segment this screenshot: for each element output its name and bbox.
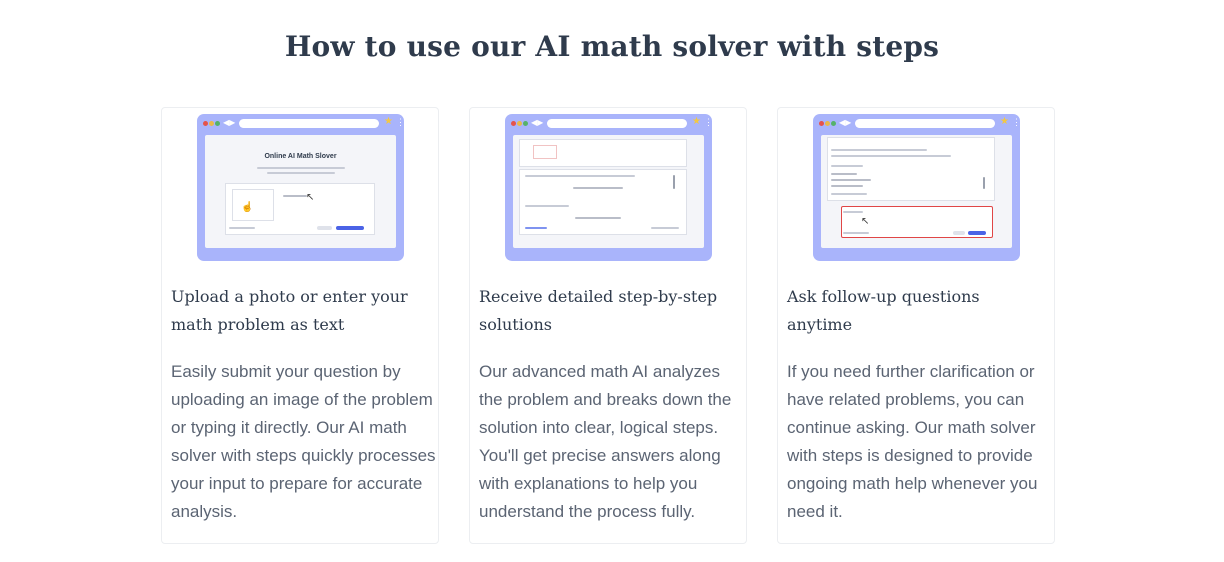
address-bar <box>239 119 379 128</box>
screenshot-text-line <box>843 232 869 234</box>
screenshot-text-line <box>257 167 345 169</box>
screenshot-text-line <box>831 165 863 167</box>
step-card-upload <box>161 107 439 544</box>
browser-toolbar <box>813 114 1020 132</box>
screenshot-clear-button <box>317 226 332 230</box>
back-forward-icon: ◀▶ <box>531 118 544 127</box>
browser-dots-icon <box>517 121 522 126</box>
screenshot-text-line <box>283 195 307 197</box>
screenshot-text-line <box>831 193 867 195</box>
kebab-menu-icon: ⋮ <box>396 117 405 127</box>
back-forward-icon: ◀▶ <box>839 118 852 127</box>
browser-dots-icon <box>511 121 516 126</box>
step-heading: Receive detailed step-by-step solutions <box>479 287 718 334</box>
star-icon: ★ <box>1000 116 1009 127</box>
pointer-cursor-icon: ☝ <box>241 202 254 213</box>
step-description: If you need further clarification or have related problems, you can continue asking. Our math solver with steps is designed to provide ongoing math help whenever you need it. <box>787 362 1038 521</box>
address-bar <box>547 119 687 128</box>
step-heading: Ask follow-up questions anytime <box>787 287 980 334</box>
step-card-followup <box>777 107 1055 544</box>
screenshot-title: Online AI Math Slover <box>264 153 337 160</box>
step-description: Easily submit your question by uploading an image of the problem or typing it directly. Our AI math solver with steps quickly processes your input to prepare for accurate analysis. <box>171 362 436 521</box>
steps-cards <box>161 107 1055 544</box>
screenshot-page <box>205 135 396 248</box>
address-bar <box>855 119 995 128</box>
section-title: How to use our AI math solver with steps <box>284 30 940 63</box>
step-heading: Upload a photo or enter your math problem as text <box>171 287 408 334</box>
screenshot-text-line <box>651 227 679 229</box>
screenshot-answer-box <box>827 137 995 201</box>
browser-toolbar <box>505 114 712 132</box>
screenshot-scrollbar <box>673 175 675 189</box>
screenshot-page <box>513 135 704 248</box>
browser-screenshot-solutions <box>505 114 712 261</box>
browser-dots-icon <box>215 121 220 126</box>
screenshot-submit-button <box>336 226 364 230</box>
browser-screenshot-upload <box>197 114 404 261</box>
browser-dots-icon <box>523 121 528 126</box>
pointer-cursor-icon: ↖ <box>861 216 870 227</box>
browser-dots-icon <box>819 121 824 126</box>
browser-dots-icon <box>209 121 214 126</box>
step-card-solutions <box>469 107 747 544</box>
step-description: Our advanced math AI analyzes the problem and breaks down the solution into clear, logical steps. You'll get precise answers along with explanations to help you understand the process fully. <box>479 362 732 521</box>
screenshot-text-line <box>843 211 863 213</box>
screenshot-scrollbar <box>983 177 985 189</box>
screenshot-text-line <box>831 149 927 151</box>
screenshot-math-line <box>575 217 621 219</box>
browser-screenshot-followup <box>813 114 1020 261</box>
pointer-cursor-icon: ↖ <box>306 192 315 203</box>
screenshot-text-line <box>229 227 255 229</box>
screenshot-text-line <box>525 175 635 177</box>
screenshot-answer-box <box>519 169 687 235</box>
back-forward-icon: ◀▶ <box>223 118 236 127</box>
screenshot-page <box>821 135 1012 248</box>
screenshot-text-line <box>525 227 547 229</box>
browser-toolbar <box>197 114 404 132</box>
browser-dots-icon <box>825 121 830 126</box>
browser-dots-icon <box>831 121 836 126</box>
screenshot-math-line <box>831 173 857 175</box>
screenshot-text-line <box>267 172 335 174</box>
star-icon: ★ <box>692 116 701 127</box>
kebab-menu-icon: ⋮ <box>1012 117 1021 127</box>
screenshot-submit-button <box>968 231 986 235</box>
screenshot-question-image <box>533 145 557 159</box>
screenshot-text-line <box>831 155 951 157</box>
kebab-menu-icon: ⋮ <box>704 117 713 127</box>
screenshot-math-line <box>831 185 863 187</box>
screenshot-text-line <box>525 205 569 207</box>
browser-dots-icon <box>203 121 208 126</box>
screenshot-math-line <box>831 179 871 181</box>
star-icon: ★ <box>384 116 393 127</box>
screenshot-math-line <box>573 187 623 189</box>
screenshot-clear-button <box>953 231 965 235</box>
